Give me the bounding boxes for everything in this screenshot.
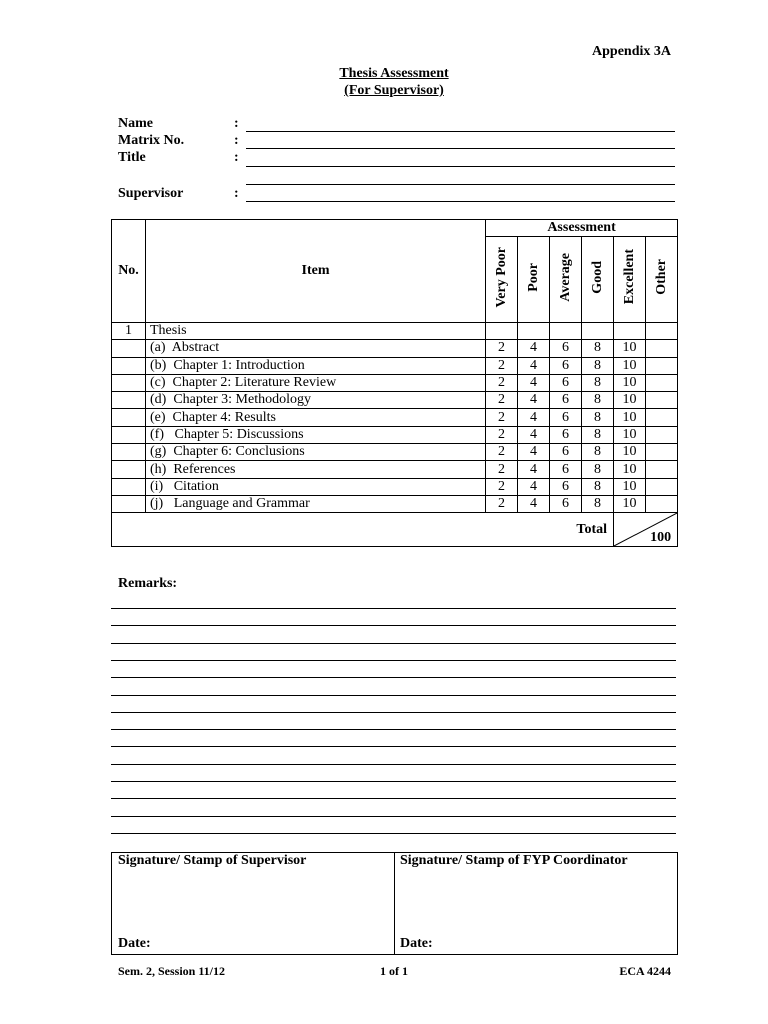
scale-other: Other xyxy=(646,237,678,323)
remarks-line[interactable] xyxy=(111,746,676,747)
matrix-field[interactable] xyxy=(246,148,675,149)
score-option[interactable]: 8 xyxy=(582,444,614,461)
score-option[interactable]: 8 xyxy=(582,495,614,512)
table-row xyxy=(112,444,678,461)
score-option[interactable]: 6 xyxy=(550,409,582,426)
row-number xyxy=(112,392,146,409)
remarks-line[interactable] xyxy=(111,608,676,609)
table-row xyxy=(112,357,678,374)
score-other[interactable] xyxy=(646,461,678,478)
score-other[interactable] xyxy=(646,357,678,374)
row-item-label: (f) Chapter 5: Discussions xyxy=(146,426,486,443)
score-option[interactable]: 10 xyxy=(614,374,646,391)
name-field[interactable] xyxy=(246,131,675,132)
supervisor-label: Supervisor xyxy=(118,186,184,201)
table-row xyxy=(112,478,678,495)
section-number: 1 xyxy=(112,323,146,340)
score-option[interactable]: 6 xyxy=(550,495,582,512)
remarks-line[interactable] xyxy=(111,781,676,782)
table-row xyxy=(112,374,678,391)
score-option[interactable]: 2 xyxy=(486,426,518,443)
table-row xyxy=(112,409,678,426)
row-item-label: (b) Chapter 1: Introduction xyxy=(146,357,486,374)
score-option[interactable]: 6 xyxy=(550,444,582,461)
scale-good: Good xyxy=(582,237,614,323)
page-subtitle: (For Supervisor) xyxy=(344,83,444,98)
remarks-line[interactable] xyxy=(111,677,676,678)
score-option[interactable]: 6 xyxy=(550,392,582,409)
title-label: Title xyxy=(118,150,146,165)
score-option[interactable]: 10 xyxy=(614,409,646,426)
row-number xyxy=(112,340,146,357)
score-other[interactable] xyxy=(646,444,678,461)
coordinator-signature-label: Signature/ Stamp of FYP Coordinator xyxy=(400,853,628,868)
score-other[interactable] xyxy=(646,374,678,391)
row-item-label: (h) References xyxy=(146,461,486,478)
score-option[interactable]: 6 xyxy=(550,426,582,443)
total-label: Total xyxy=(112,513,614,547)
scale-average: Average xyxy=(550,237,582,323)
supervisor-colon: : xyxy=(234,186,239,201)
footer-code: ECA 4244 xyxy=(619,964,671,978)
score-option[interactable]: 10 xyxy=(614,478,646,495)
score-option[interactable]: 6 xyxy=(550,340,582,357)
supervisor-signature-label: Signature/ Stamp of Supervisor xyxy=(118,853,307,868)
score-option[interactable]: 8 xyxy=(582,340,614,357)
row-number xyxy=(112,409,146,426)
column-header-no: No. xyxy=(112,220,146,323)
score-option[interactable]: 2 xyxy=(486,409,518,426)
supervisor-date-label: Date: xyxy=(118,936,151,951)
score-option[interactable]: 10 xyxy=(614,392,646,409)
table-row xyxy=(112,495,678,512)
score-option[interactable]: 8 xyxy=(582,409,614,426)
score-option[interactable]: 2 xyxy=(486,392,518,409)
title-colon: : xyxy=(234,150,239,165)
score-option[interactable]: 6 xyxy=(550,478,582,495)
score-option[interactable]: 10 xyxy=(614,426,646,443)
coordinator-date-label: Date: xyxy=(400,936,433,951)
score-option[interactable]: 8 xyxy=(582,461,614,478)
column-header-assessment: Assessment xyxy=(486,220,678,237)
row-number xyxy=(112,374,146,391)
score-other[interactable] xyxy=(646,392,678,409)
footer-session: Sem. 2, Session 11/12 xyxy=(118,964,226,978)
name-colon: : xyxy=(234,116,239,131)
score-option[interactable]: 2 xyxy=(486,357,518,374)
score-other[interactable] xyxy=(646,495,678,512)
row-item-label: (j) Language and Grammar xyxy=(146,495,486,512)
scale-poor: Poor xyxy=(518,237,550,323)
title-field-line-2[interactable] xyxy=(246,184,675,185)
row-item-label: (c) Chapter 2: Literature Review xyxy=(146,374,486,391)
score-option[interactable]: 6 xyxy=(550,357,582,374)
row-item-label: (g) Chapter 6: Conclusions xyxy=(146,444,486,461)
score-other[interactable] xyxy=(646,478,678,495)
scale-excellent: Excellent xyxy=(614,237,646,323)
score-option[interactable]: 4 xyxy=(518,374,550,391)
matrix-colon: : xyxy=(234,133,239,148)
footer-page: 1 of 1 xyxy=(380,964,408,978)
remarks-line[interactable] xyxy=(111,712,676,713)
remarks-line[interactable] xyxy=(111,764,676,765)
remarks-line[interactable] xyxy=(111,798,676,799)
score-option[interactable]: 2 xyxy=(486,495,518,512)
title-field[interactable] xyxy=(246,166,675,167)
remarks-line[interactable] xyxy=(111,729,676,730)
table-row xyxy=(112,426,678,443)
score-option[interactable]: 2 xyxy=(486,444,518,461)
score-option[interactable]: 4 xyxy=(518,444,550,461)
row-number xyxy=(112,478,146,495)
section-label: Thesis xyxy=(146,323,486,340)
score-option[interactable]: 4 xyxy=(518,426,550,443)
score-option[interactable]: 4 xyxy=(518,409,550,426)
row-number xyxy=(112,426,146,443)
row-number xyxy=(112,444,146,461)
score-option[interactable]: 10 xyxy=(614,461,646,478)
score-option[interactable]: 10 xyxy=(614,357,646,374)
score-option[interactable]: 8 xyxy=(582,374,614,391)
score-other[interactable] xyxy=(646,409,678,426)
remarks-line[interactable] xyxy=(111,816,676,817)
score-option[interactable]: 2 xyxy=(486,478,518,495)
score-other[interactable] xyxy=(646,340,678,357)
assessment-table xyxy=(111,219,678,547)
remarks-line[interactable] xyxy=(111,625,676,626)
score-option[interactable]: 10 xyxy=(614,444,646,461)
matrix-label: Matrix No. xyxy=(118,133,185,148)
row-number xyxy=(112,357,146,374)
remarks-label: Remarks: xyxy=(118,576,178,591)
score-option[interactable]: 8 xyxy=(582,392,614,409)
score-option[interactable]: 6 xyxy=(550,374,582,391)
score-option[interactable]: 4 xyxy=(518,392,550,409)
score-option[interactable]: 8 xyxy=(582,426,614,443)
row-item-label: (i) Citation xyxy=(146,478,486,495)
table-row xyxy=(112,392,678,409)
column-header-item: Item xyxy=(146,220,486,323)
row-item-label: (e) Chapter 4: Results xyxy=(146,409,486,426)
remarks-line[interactable] xyxy=(111,833,676,834)
signature-divider xyxy=(394,852,395,954)
score-option[interactable]: 6 xyxy=(550,461,582,478)
score-option[interactable]: 4 xyxy=(518,495,550,512)
appendix-label: Appendix 3A xyxy=(592,44,671,59)
score-option[interactable]: 10 xyxy=(614,495,646,512)
score-option[interactable]: 4 xyxy=(518,357,550,374)
score-option[interactable]: 4 xyxy=(518,478,550,495)
remarks-line[interactable] xyxy=(111,660,676,661)
row-number xyxy=(112,461,146,478)
table-row xyxy=(112,340,678,357)
score-option[interactable]: 10 xyxy=(614,340,646,357)
name-label: Name xyxy=(118,116,153,131)
score-option[interactable]: 2 xyxy=(486,461,518,478)
total-cell[interactable] xyxy=(614,513,678,547)
scale-very-poor: Very Poor xyxy=(486,237,518,323)
supervisor-field[interactable] xyxy=(246,201,675,202)
table-row xyxy=(112,461,678,478)
remarks-line[interactable] xyxy=(111,643,676,644)
row-number xyxy=(112,495,146,512)
remarks-line[interactable] xyxy=(111,695,676,696)
row-item-label: (d) Chapter 3: Methodology xyxy=(146,392,486,409)
page-title: Thesis Assessment xyxy=(339,66,449,81)
score-option[interactable]: 8 xyxy=(582,357,614,374)
score-option[interactable]: 4 xyxy=(518,340,550,357)
score-option[interactable]: 4 xyxy=(518,461,550,478)
score-other[interactable] xyxy=(646,426,678,443)
section-row xyxy=(112,323,678,340)
row-item-label: (a) Abstract xyxy=(146,340,486,357)
score-option[interactable]: 2 xyxy=(486,340,518,357)
score-option[interactable]: 2 xyxy=(486,374,518,391)
score-option[interactable]: 8 xyxy=(582,478,614,495)
total-max: 100 xyxy=(650,530,672,546)
